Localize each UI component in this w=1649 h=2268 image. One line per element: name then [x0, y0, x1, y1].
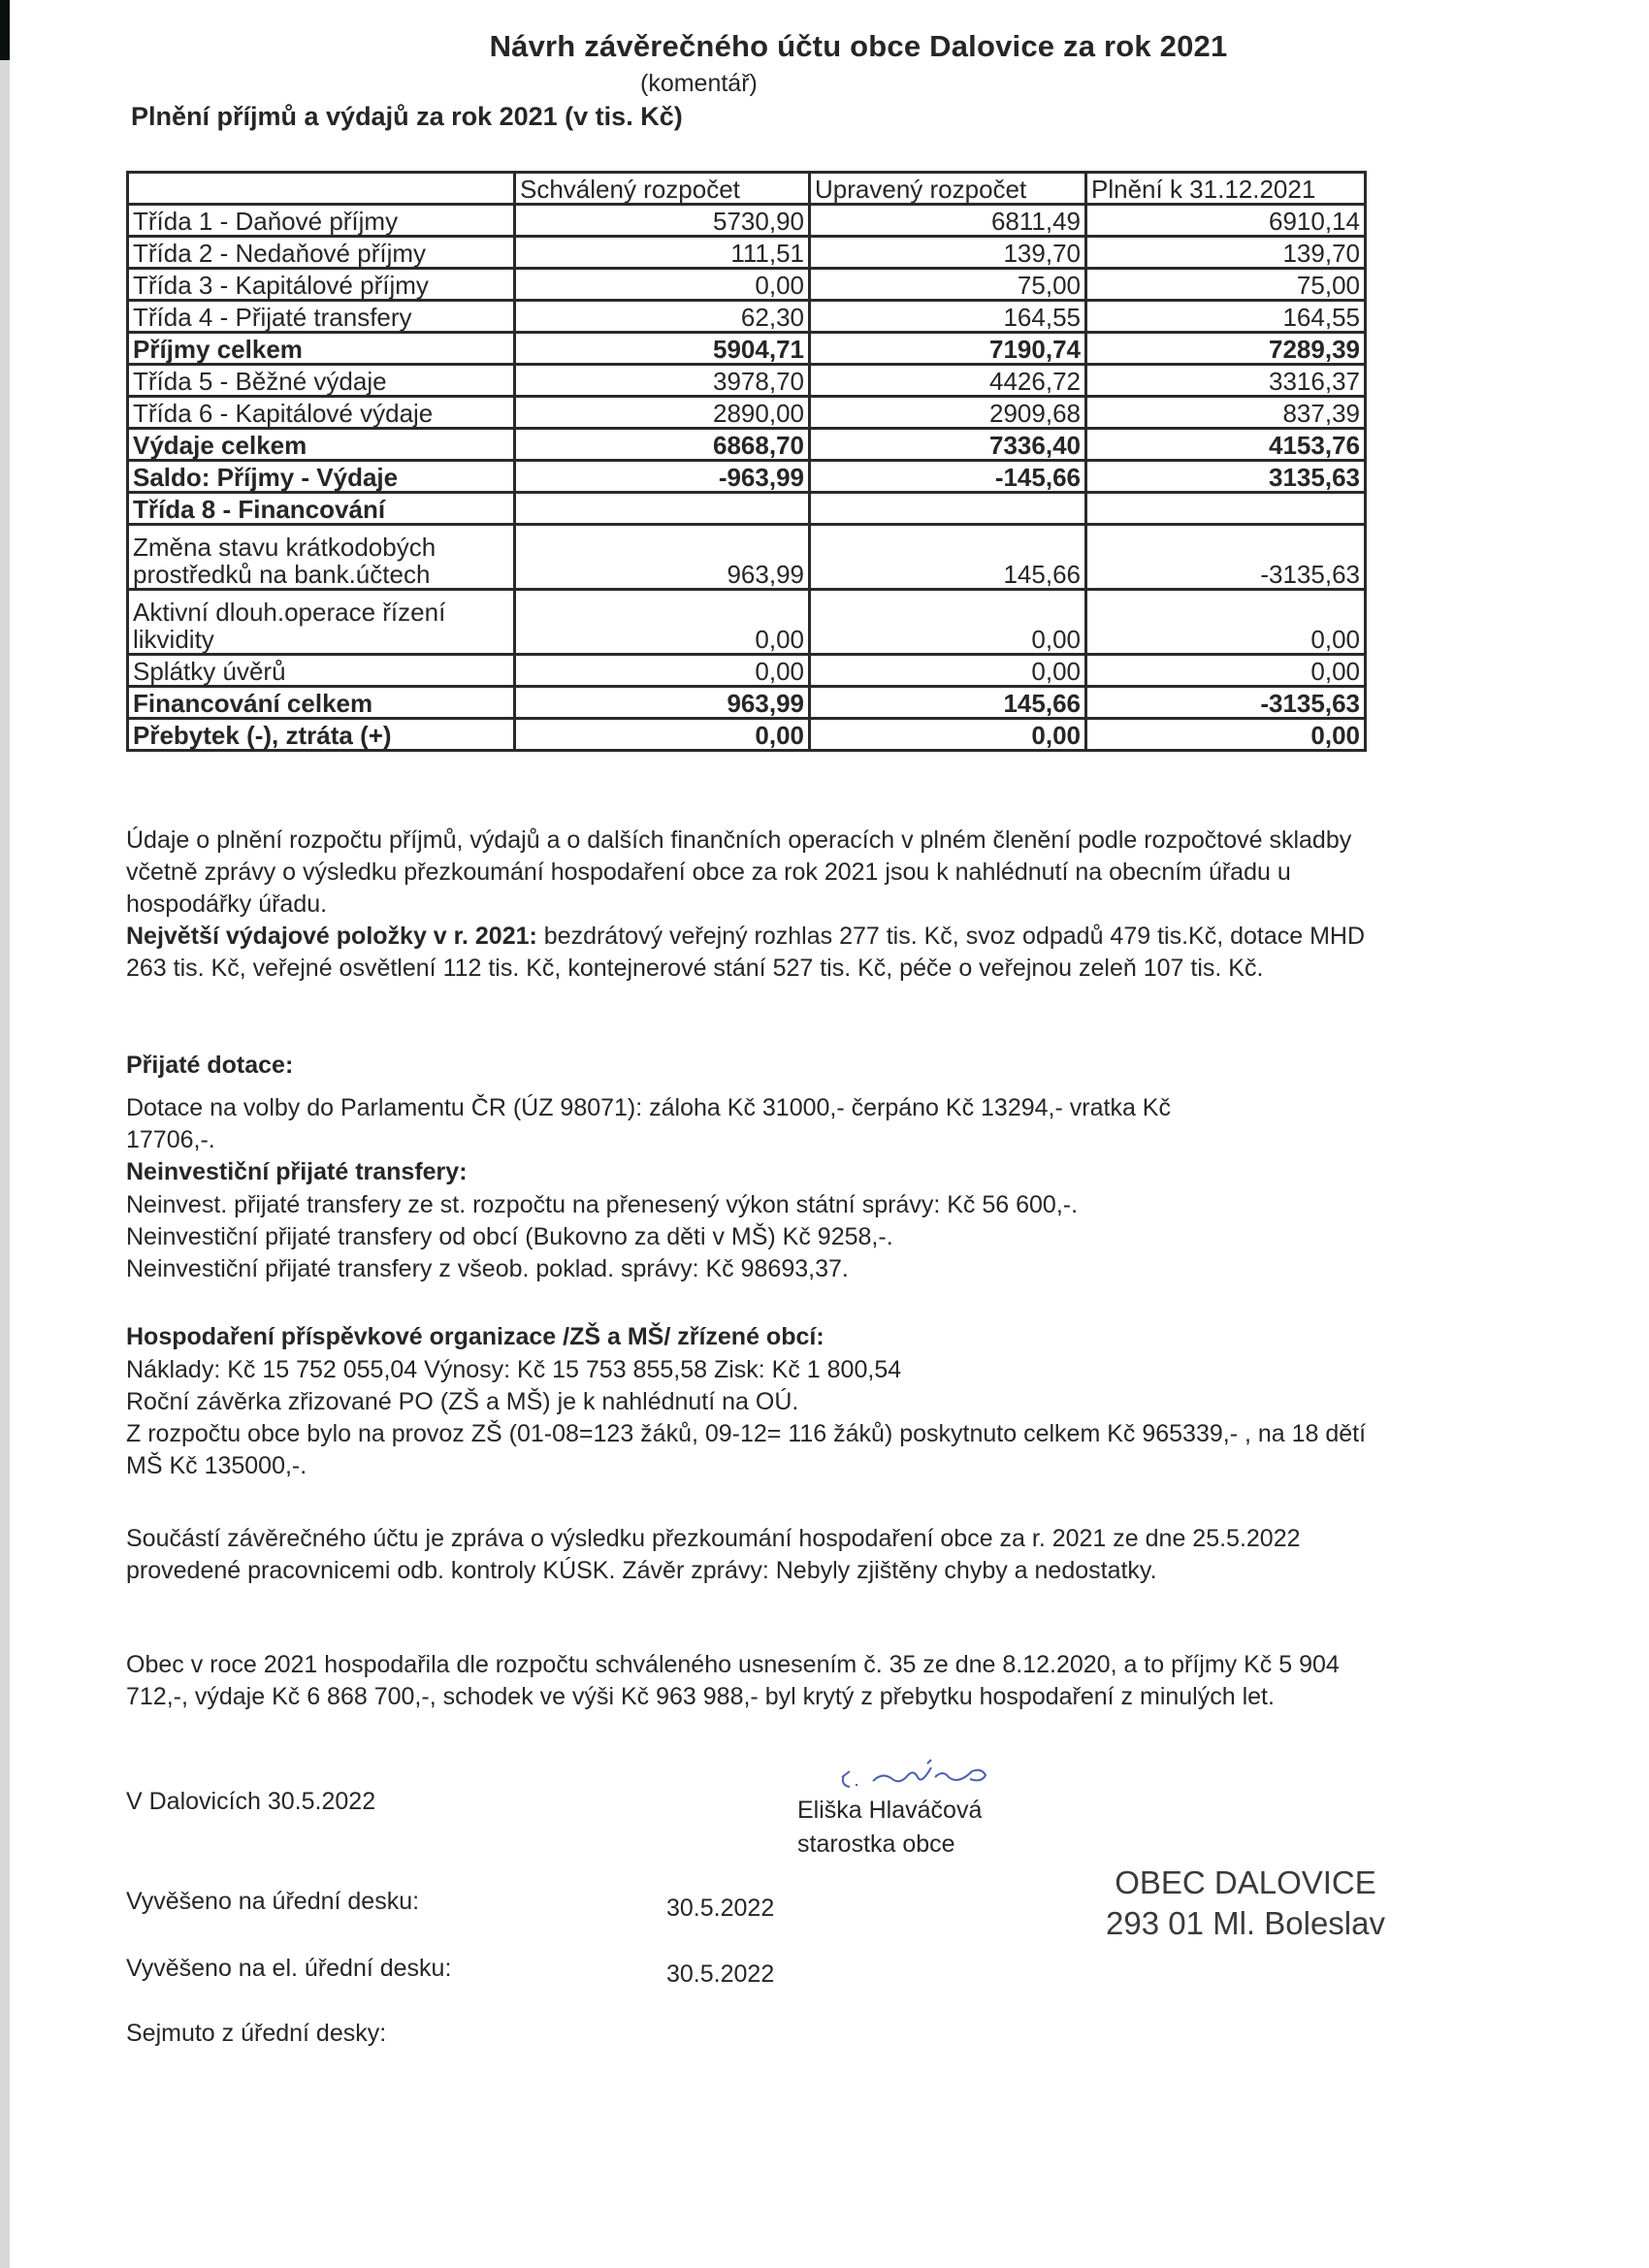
row-label: Aktivní dlouh.operace řízení likvidity	[128, 590, 515, 655]
cell-approved-budget	[515, 493, 810, 525]
cell-adjusted-budget: 0,00	[810, 655, 1086, 687]
removed-label: Sejmuto z úřední desky:	[126, 2020, 387, 2047]
cell-approved-budget: 963,99	[515, 525, 810, 590]
row-label: Výdaje celkem	[128, 429, 515, 461]
table-row	[128, 493, 1366, 525]
cell-adjusted-budget: 75,00	[810, 269, 1086, 301]
table-row	[128, 525, 1366, 590]
cell-adjusted-budget: 139,70	[810, 237, 1086, 269]
cell-fulfilment: 3135,63	[1086, 461, 1366, 493]
largest-expenses-text: bezdrátový veřejný rozhlas 277 tis. Kč, svoz odpadů 479 tis.Kč, dotace MHD 263 tis. Kč, veřejné osvětlení 112 tis. Kč, kontejnerové stání 527 tis. Kč, péče o veřejnou zeleň 107 tis. Kč.	[126, 923, 1366, 982]
subsidies-line: Dotace na volby do Parlamentu ČR (ÚZ 98071): záloha Kč 31000,- čerpáno Kč 13294,- vratka Kč 17706,-.	[126, 1094, 1171, 1153]
table-row	[128, 655, 1366, 687]
column-header-fulfilment: Plnění k 31.12.2021	[1086, 173, 1366, 205]
row-label: Třída 6 - Kapitálové výdaje	[128, 397, 515, 429]
row-label: Saldo: Příjmy - Výdaje	[128, 461, 515, 493]
cell-adjusted-budget: 145,66	[810, 687, 1086, 719]
cell-approved-budget: 5730,90	[515, 205, 810, 237]
row-label: Třída 3 - Kapitálové příjmy	[128, 269, 515, 301]
column-header-approved: Schválený rozpočet	[515, 173, 810, 205]
row-label: Třída 8 - Financování	[128, 493, 515, 525]
cell-approved-budget: 0,00	[515, 269, 810, 301]
cell-approved-budget: 111,51	[515, 237, 810, 269]
cell-approved-budget: 3978,70	[515, 365, 810, 397]
cell-approved-budget: 0,00	[515, 590, 810, 655]
cell-fulfilment	[1086, 493, 1366, 525]
cell-fulfilment: 6910,14	[1086, 205, 1366, 237]
table-row	[128, 365, 1366, 397]
signer-role: starostka obce	[797, 1831, 955, 1858]
cell-adjusted-budget: 164,55	[810, 301, 1086, 333]
paragraph-audit: Součástí závěrečného účtu je zpráva o výsledku přezkoumání hospodaření obce za r. 2021 ze dne 25.5.2022 provedené pracovnicemi odb. kontroly KÚSK. Závěr zprávy: Nebyly zjištěny chyby a nedostatky.	[126, 1525, 1301, 1584]
cell-fulfilment: 3316,37	[1086, 365, 1366, 397]
row-label: Třída 2 - Nedaňové příjmy	[128, 237, 515, 269]
table-header-row	[128, 173, 1366, 205]
table-row	[128, 397, 1366, 429]
row-label: Třída 1 - Daňové příjmy	[128, 205, 515, 237]
cell-adjusted-budget: 4426,72	[810, 365, 1086, 397]
cell-fulfilment: 75,00	[1086, 269, 1366, 301]
organization-heading: Hospodaření příspěvkové organizace /ZŠ a MŠ/ zřízené obcí:	[126, 1323, 824, 1350]
column-header-adjusted: Upravený rozpočet	[810, 173, 1086, 205]
cell-adjusted-budget: -145,66	[810, 461, 1086, 493]
cell-fulfilment: 4153,76	[1086, 429, 1366, 461]
cell-approved-budget: 0,00	[515, 719, 810, 751]
table-body	[128, 205, 1366, 751]
transfers-line-2: Neinvestiční přijaté transfery od obcí (Bukovno za děti v MŠ) Kč 9258,-.	[126, 1223, 893, 1250]
cell-approved-budget: 0,00	[515, 655, 810, 687]
cell-approved-budget: 6868,70	[515, 429, 810, 461]
cell-approved-budget: 5904,71	[515, 333, 810, 365]
row-label: Třída 4 - Přijaté transfery	[128, 301, 515, 333]
cell-approved-budget: 963,99	[515, 687, 810, 719]
municipal-stamp	[1106, 1863, 1385, 1944]
cell-fulfilment: 837,39	[1086, 397, 1366, 429]
row-label: Financování celkem	[128, 687, 515, 719]
table-heading: Plnění příjmů a výdajů za rok 2021 (v tis. Kč)	[131, 102, 683, 131]
cell-approved-budget: 62,30	[515, 301, 810, 333]
cell-fulfilment: 7289,39	[1086, 333, 1366, 365]
posted-el-date: 30.5.2022	[666, 1960, 775, 1988]
cell-adjusted-budget: 0,00	[810, 590, 1086, 655]
organization-line-1: Náklady: Kč 15 752 055,04 Výnosy: Kč 15 753 855,58 Zisk: Kč 1 800,54	[126, 1356, 902, 1383]
table-row	[128, 205, 1366, 237]
table-row	[128, 590, 1366, 655]
cell-fulfilment: 0,00	[1086, 590, 1366, 655]
transfers-heading: Neinvestiční přijaté transfery:	[126, 1158, 468, 1185]
transfers-line-3: Neinvestiční přijaté transfery z všeob. poklad. správy: Kč 98693,37.	[126, 1255, 849, 1282]
table-row	[128, 237, 1366, 269]
organization-line-3: Z rozpočtu obce bylo na provoz ZŠ (01-08=123 žáků, 09-12= 116 žáků) poskytnuto celkem Kč 965339,- , na 18 dětí MŠ Kč 135000,-.	[126, 1420, 1367, 1479]
table-row	[128, 333, 1366, 365]
cell-adjusted-budget: 145,66	[810, 525, 1086, 590]
cell-adjusted-budget	[810, 493, 1086, 525]
posted-date: 30.5.2022	[666, 1895, 775, 1922]
row-label: Splátky úvěrů	[128, 655, 515, 687]
document-title	[0, 29, 1484, 64]
largest-expenses-heading: Největší výdajové položky v r. 2021:	[126, 923, 537, 950]
cell-fulfilment: -3135,63	[1086, 525, 1366, 590]
paragraph-availability: Údaje o plnění rozpočtu příjmů, výdajů a o dalších finančních operacích v plném členění podle rozpočtové skladby včetně zprávy o výsledku přezkoumání hospodaření obce za rok 2021 jsou k nahlédnutí na obecním úřadu u hospodářky úřadu.	[126, 826, 1352, 918]
cell-adjusted-budget: 2909,68	[810, 397, 1086, 429]
budget-table	[126, 171, 1367, 752]
transfers-line-1: Neinvest. přijaté transfery ze st. rozpočtu na přenesený výkon státní správy: Kč 56 600,-.	[126, 1191, 1079, 1218]
cell-fulfilment: -3135,63	[1086, 687, 1366, 719]
cell-adjusted-budget: 7336,40	[810, 429, 1086, 461]
table-row	[128, 269, 1366, 301]
row-label: Třída 5 - Běžné výdaje	[128, 365, 515, 397]
place-date: V Dalovicích 30.5.2022	[126, 1788, 376, 1815]
row-label: Přebytek (-), ztráta (+)	[128, 719, 515, 751]
document-subtitle: (komentář)	[640, 70, 758, 97]
table-row	[128, 461, 1366, 493]
signature-icon	[834, 1756, 1028, 1795]
stamp-line-2: 293 01 Ml. Boleslav	[1106, 1905, 1385, 1941]
cell-approved-budget: -963,99	[515, 461, 810, 493]
posted-el-label: Vyvěšeno na el. úřední desku:	[126, 1955, 452, 1982]
document-title-text: Návrh závěrečného účtu obce Dalovice za rok 2021	[489, 29, 1228, 63]
cell-fulfilment: 0,00	[1086, 655, 1366, 687]
organization-line-2: Roční závěrka zřizované PO (ZŠ a MŠ) je k nahlédnutí na OÚ.	[126, 1388, 799, 1415]
cell-adjusted-budget: 6811,49	[810, 205, 1086, 237]
subsidies-heading: Přijaté dotace:	[126, 1052, 294, 1079]
table-row	[128, 301, 1366, 333]
posted-label: Vyvěšeno na úřední desku:	[126, 1888, 420, 1915]
stamp-line-1: OBEC DALOVICE	[1115, 1864, 1376, 1900]
paragraph-budget: Obec v roce 2021 hospodařila dle rozpočtu schváleného usnesením č. 35 ze dne 8.12.2020, a to příjmy Kč 5 904 712,-, výdaje Kč 6 868 700,-, schodek ve výši Kč 963 988,- byl krytý z přebytku hospodaření z minulých let.	[126, 1651, 1340, 1710]
cell-adjusted-budget: 7190,74	[810, 333, 1086, 365]
signer-name: Eliška Hlaváčová	[797, 1797, 983, 1824]
row-label: Příjmy celkem	[128, 333, 515, 365]
scan-edge	[0, 0, 10, 2268]
cell-fulfilment: 0,00	[1086, 719, 1366, 751]
column-header-label	[128, 173, 515, 205]
paragraph-largest-expenses	[126, 921, 1377, 985]
table-row	[128, 429, 1366, 461]
row-label: Změna stavu krátkodobých prostředků na bank.účtech	[128, 525, 515, 590]
table-row	[128, 719, 1366, 751]
table-row	[128, 687, 1366, 719]
cell-adjusted-budget: 0,00	[810, 719, 1086, 751]
cell-fulfilment: 164,55	[1086, 301, 1366, 333]
cell-fulfilment: 139,70	[1086, 237, 1366, 269]
cell-approved-budget: 2890,00	[515, 397, 810, 429]
